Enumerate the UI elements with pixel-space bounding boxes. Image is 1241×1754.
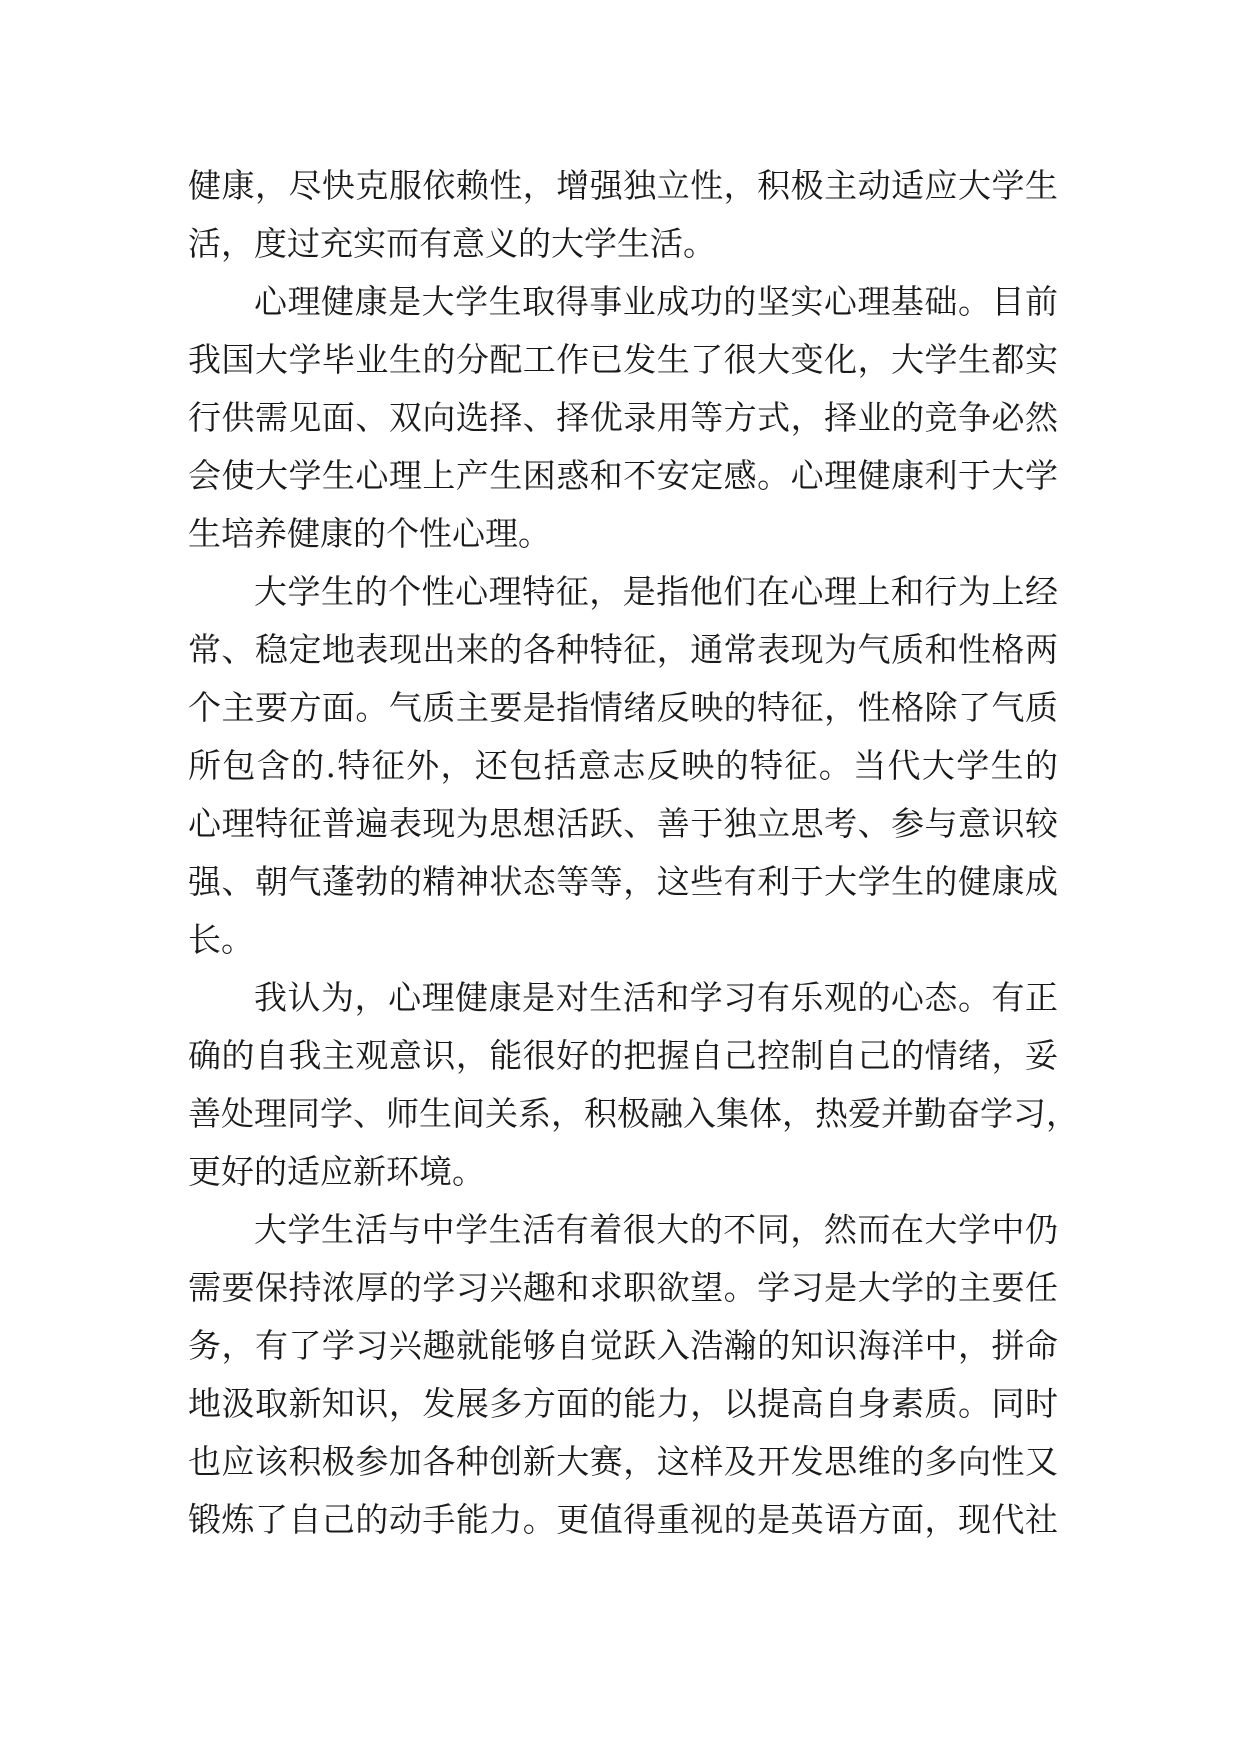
text-line: 常、稳定地表现出来的各种特征，通常表现为气质和性格两	[188, 630, 1058, 669]
text-line: 大学生活与中学生活有着很大的不同，然而在大学中仍	[254, 1210, 1058, 1249]
text-line: 健康，尽快克服依赖性，增强独立性，积极主动适应大学生	[188, 166, 1058, 205]
text-line: 善处理同学、师生间关系，积极融入集体，热爱并勤奋学习，	[188, 1094, 1079, 1133]
text-line: 活，度过充实而有意义的大学生活。	[188, 224, 716, 263]
text-line: 更好的适应新环境。	[188, 1152, 485, 1191]
text-line: 生培养健康的个性心理。	[188, 514, 551, 553]
text-line: 需要保持浓厚的学习兴趣和求职欲望。学习是大学的主要任	[188, 1268, 1058, 1307]
text-line: 锻炼了自己的动手能力。更值得重视的是英语方面，现代社	[188, 1500, 1058, 1539]
text-line: 我国大学毕业生的分配工作已发生了很大变化，大学生都实	[188, 340, 1058, 379]
paragraph	[188, 969, 1079, 1201]
paragraph	[188, 273, 1058, 563]
text-line: 也应该积极参加各种创新大赛，这样及开发思维的多向性又	[188, 1442, 1058, 1481]
text-line: 个主要方面。气质主要是指情绪反映的特征，性格除了气质	[188, 688, 1058, 727]
paragraph	[188, 1201, 1058, 1549]
text-line: 长。	[188, 920, 254, 959]
text-line: 心理特征普遍表现为思想活跃、善于独立思考、参与意识较	[188, 804, 1058, 843]
text-line: 地汲取新知识，发展多方面的能力，以提高自身素质。同时	[188, 1384, 1058, 1423]
text-line: 务，有了学习兴趣就能够自觉跃入浩瀚的知识海洋中，拼命	[188, 1326, 1058, 1365]
text-line: 所包含的.特征外，还包括意志反映的特征。当代大学生的	[188, 746, 1058, 785]
text-line: 大学生的个性心理特征，是指他们在心理上和行为上经	[254, 572, 1058, 611]
body-text	[188, 157, 1079, 1549]
paragraph	[188, 563, 1058, 969]
paragraph	[188, 157, 1058, 273]
text-line: 行供需见面、双向选择、择优录用等方式，择业的竞争必然	[188, 398, 1058, 437]
text-line: 会使大学生心理上产生困惑和不安定感。心理健康利于大学	[188, 456, 1058, 495]
text-line: 强、朝气蓬勃的精神状态等等，这些有利于大学生的健康成	[188, 862, 1058, 901]
text-line: 心理健康是大学生取得事业成功的坚实心理基础。目前	[254, 282, 1058, 321]
text-line: 确的自我主观意识，能很好的把握自己控制自己的情绪，妥	[188, 1036, 1058, 1075]
text-line: 我认为，心理健康是对生活和学习有乐观的心态。有正	[254, 978, 1058, 1017]
